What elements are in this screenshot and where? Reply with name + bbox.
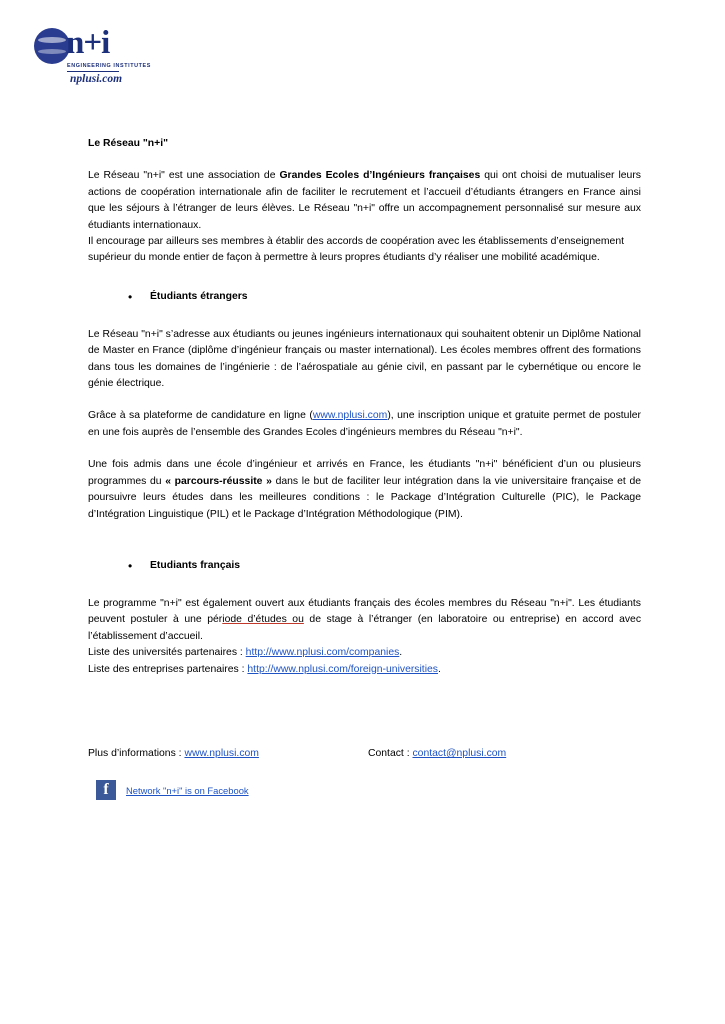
section-foreign-label: Étudiants étrangers [150, 290, 248, 302]
contact [368, 748, 506, 759]
partner-universities-end: . [399, 647, 403, 659]
partner-companies-label: Liste des entreprises partenaires : [88, 663, 248, 675]
foreign-paragraph-3 [88, 457, 641, 523]
section-heading-foreign-students [128, 289, 641, 305]
logo-divider [67, 71, 119, 72]
logo [34, 25, 151, 96]
french-p1-underlined: iode d’études ou [222, 614, 304, 626]
facebook-row[interactable] [96, 780, 249, 800]
globe-icon [34, 28, 70, 64]
intro-paragraph-1 [88, 168, 641, 234]
partner-universities-link[interactable]: http://www.nplusi.com/companies [245, 647, 400, 659]
foreign-p2-after: ), une inscription unique et gratuite permet de postuler en une fois auprès de l’ensemble des Grandes Ecoles d’ingénieurs membres du Réseau "n+i". [88, 410, 641, 438]
logo-domain: nplusi.com [70, 73, 123, 85]
section-heading-french-students [128, 558, 641, 574]
french-p1-b: de stage à l’étranger (en laboratoire ou entreprise) en accord avec l’établissement d’accueil. [88, 614, 642, 642]
intro-lead-bold: Grandes Ecoles d’Ingénieurs françaises [279, 170, 481, 182]
partner-universities-label: Liste des universités partenaires : [88, 647, 246, 659]
foreign-p3-bold: « parcours-réussite » [165, 475, 272, 487]
document-body [88, 136, 641, 678]
partner-companies-line [88, 662, 641, 678]
logo-subtitle: ENGINEERING INSTITUTES [67, 63, 151, 69]
facebook-link[interactable]: Network "n+i" is on Facebook [126, 784, 249, 796]
foreign-paragraph-2 [88, 408, 641, 441]
bullet-icon: • [128, 558, 133, 573]
partner-companies-link[interactable]: http://www.nplusi.com/foreign-universities [247, 663, 438, 675]
more-info-label: Plus d’informations : [88, 748, 185, 759]
platform-link[interactable]: www.nplusi.com [312, 410, 388, 422]
french-paragraph-1 [88, 596, 641, 645]
more-info-link[interactable]: www.nplusi.com [184, 748, 259, 759]
foreign-p3-before: Une fois admis dans une école d’ingénieur et arrivés en France, les étudiants "n+i" bénéficient d’un ou plusieurs programmes du [88, 459, 641, 487]
intro-paragraph-2: Il encourage par ailleurs ses membres à établir des accords de coopération avec les établissements d’enseignement supérieur du monde entier de façon à permettre à leurs propres étudiants d’y réaliser une mobilité académique. [88, 236, 624, 264]
partner-universities-line [88, 645, 641, 661]
bullet-icon: • [128, 289, 133, 304]
more-info [88, 748, 259, 759]
french-p1-a: Le programme "n+i" est également ouvert aux étudiants français des écoles membres du Réseau "n+i". Les étudiants peuvent postuler à une pér [88, 597, 641, 626]
intro-lead: Le Réseau "n+i" est une association de [88, 170, 280, 182]
intro-lead-rest: qui ont choisi de mutualiser leurs actions de coopération internationale afin de faciliter le recrutement et l’accueil d’étudiants étrangers en France ainsi que les séjours à l’étranger de leurs élèves. Le Réseau "n+i" offre un accompagnement personnalisé sur mesure aux étudiants internationaux. [88, 170, 641, 231]
logo-wordmark: n+i [66, 25, 110, 61]
contact-label: Contact : [368, 748, 413, 759]
contact-email-link[interactable]: contact@nplusi.com [412, 748, 507, 759]
section-french-label: Etudiants français [150, 559, 241, 571]
foreign-p3-after: dans le but de faciliter leur intégration dans la vie universitaire française et de poursuivre leurs études dans les meilleures conditions : le Package d’Intégration Culturelle (PIC), le Package d’Intégration Linguistique (PIL) et le Package d’Intégration Méthodologique (PIM). [88, 475, 642, 520]
page-title: Le Réseau "n+i" [88, 138, 169, 149]
facebook-icon[interactable]: f [96, 780, 116, 800]
partner-companies-end: . [437, 663, 441, 675]
foreign-p2-before: Grâce à sa plateforme de candidature en ligne ( [88, 410, 313, 422]
foreign-paragraph-1: Le Réseau "n+i" s’adresse aux étudiants ou jeunes ingénieurs internationaux qui souhaitent obtenir un Diplôme National de Master en France (diplôme d’ingénieur français ou master international). Les écoles membres offrent des formations dans tous les domaines de l’ingénierie : de l’aérospatiale au génie civil, en passant par le cybernétique ou encore le génie électrique. [88, 328, 641, 390]
